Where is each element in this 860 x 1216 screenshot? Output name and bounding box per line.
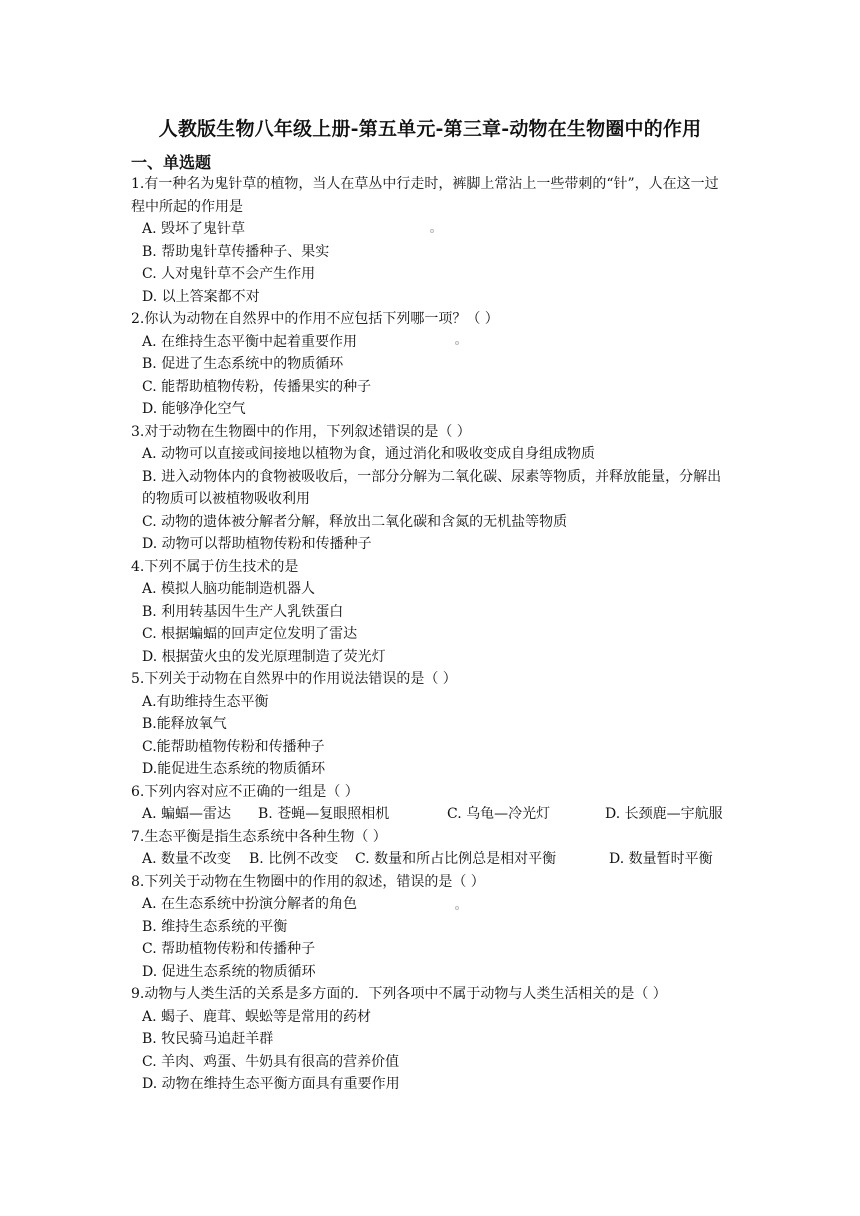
option-a: A.有助维持生态平衡 [142,693,269,710]
question-stem: 3.对于动物在生物圈中的作用，下列叙述错误的是（ ） [131,423,471,440]
option-c: C. 乌龟—冷光灯 [447,806,551,822]
option-b: B. 促进了生态系统中的物质循环 [142,356,344,372]
scan-speck [430,229,434,233]
option-a: A. 在维持生态平衡中起着重要作用 [142,333,358,350]
option-d: D. 长颈鹿—宇航服 [605,806,723,822]
option-d: D. 促进生态系统的物质循环 [142,963,316,980]
option-b: B. 利用转基因牛生产人乳铁蛋白 [142,603,344,620]
option-a: A. 蝙蝠—雷达 [142,806,232,822]
option-c: C. 根据蝙蝠的回声定位发明了雷达 [142,626,358,642]
question-3 [131,421,731,556]
option-c: C. 人对鬼针草不会产生作用 [142,266,316,282]
option-a: A. 蝎子、鹿茸、蜈蚣等是常用的药材 [142,1008,372,1025]
option-a: A. 动物可以直接或间接地以植物为食，通过消化和吸收变成自身组成物质 [142,446,596,462]
option-d: D. 数量暂时平衡 [609,851,713,867]
scan-speck [455,341,459,345]
option-b: B. 帮助鬼针草传播种子、果实 [142,243,330,260]
option-c: C. 能帮助植物传粉，传播果实的种子 [142,378,372,395]
question-stem: 6.下列内容对应不正确的一组是（ ） [131,783,359,800]
question-stem: 1.有一种名为鬼针草的植物，当人在草丛中行走时，裤脚上常沾上一些带刺的“针”，人在这一过程中所起的作用是 [131,176,719,215]
question-stem: 5.下列关于动物在自然界中的作用说法错误的是（ ） [131,671,457,687]
question-stem: 4.下列不属于仿生技术的是 [131,558,299,575]
question-stem: 7.生态平衡是指生态系统中各种生物（ ） [131,828,387,845]
option-d: D.能促进生态系统的物质循环 [142,761,326,777]
question-4 [131,556,731,669]
question-stem: 2.你认为动物在自然界中的作用不应包括下列哪一项？（ ） [131,311,499,327]
option-c: C. 动物的遗体被分解者分解，释放出二氧化碳和含氮的无机盐等物质 [142,513,568,530]
option-a: A. 在生态系统中扮演分解者的角色 [142,896,358,912]
option-d: D. 动物可以帮助植物传粉和传播种子 [142,536,372,552]
option-d: D. 动物在维持生态平衡方面具有重要作用 [142,1076,400,1092]
question-list [131,173,731,1096]
question-7 [131,826,731,871]
document-title: 人教版生物八年级上册-第五单元-第三章-动物在生物圈中的作用 [158,118,702,140]
option-a: A. 毁坏了鬼针草 [142,221,246,237]
option-b: B. 比例不改变 [249,851,339,867]
option-c: C.能帮助植物传粉和传播种子 [142,738,325,755]
question-9 [131,983,731,1096]
option-d: D. 根据萤火虫的发光原理制造了荧光灯 [142,648,386,665]
option-d: D. 以上答案都不对 [142,288,260,305]
section-heading: 一、单选题 [131,153,212,172]
option-b: B. 牧民骑马追赶羊群 [142,1031,274,1047]
option-c: C. 帮助植物传粉和传播种子 [142,941,316,957]
option-a: A. 模拟人脑功能制造机器人 [142,581,316,597]
option-b: B. 进入动物体内的食物被吸收后，一部分分解为二氧化碳、尿素等物质，并释放能量，分解出的物质可以被植物吸收利用 [142,468,722,507]
question-stem: 8.下列关于动物在生物圈中的作用的叙述，错误的是（ ） [131,873,485,890]
question-8 [131,871,731,984]
option-c: C. 羊肉、鸡蛋、牛奶具有很高的营养价值 [142,1053,400,1070]
question-5 [131,668,731,781]
question-1 [131,173,731,308]
scan-speck [455,906,459,910]
option-c: C. 数量和所占比例总是相对平衡 [355,851,557,867]
options-row [131,803,731,826]
options-row [131,848,731,871]
option-b: B.能释放氧气 [142,716,227,732]
option-d: D. 能够净化空气 [142,401,246,417]
question-stem: 9.动物与人类生活的关系是多方面的．下列各项中不属于动物与人类生活相关的是（ ） [131,986,667,1002]
option-a: A. 数量不改变 [142,851,232,867]
option-b: B. 维持生态系统的平衡 [142,918,288,935]
question-2 [131,308,731,421]
question-6 [131,781,731,826]
option-b: B. 苍蝇—复眼照相机 [258,806,390,822]
